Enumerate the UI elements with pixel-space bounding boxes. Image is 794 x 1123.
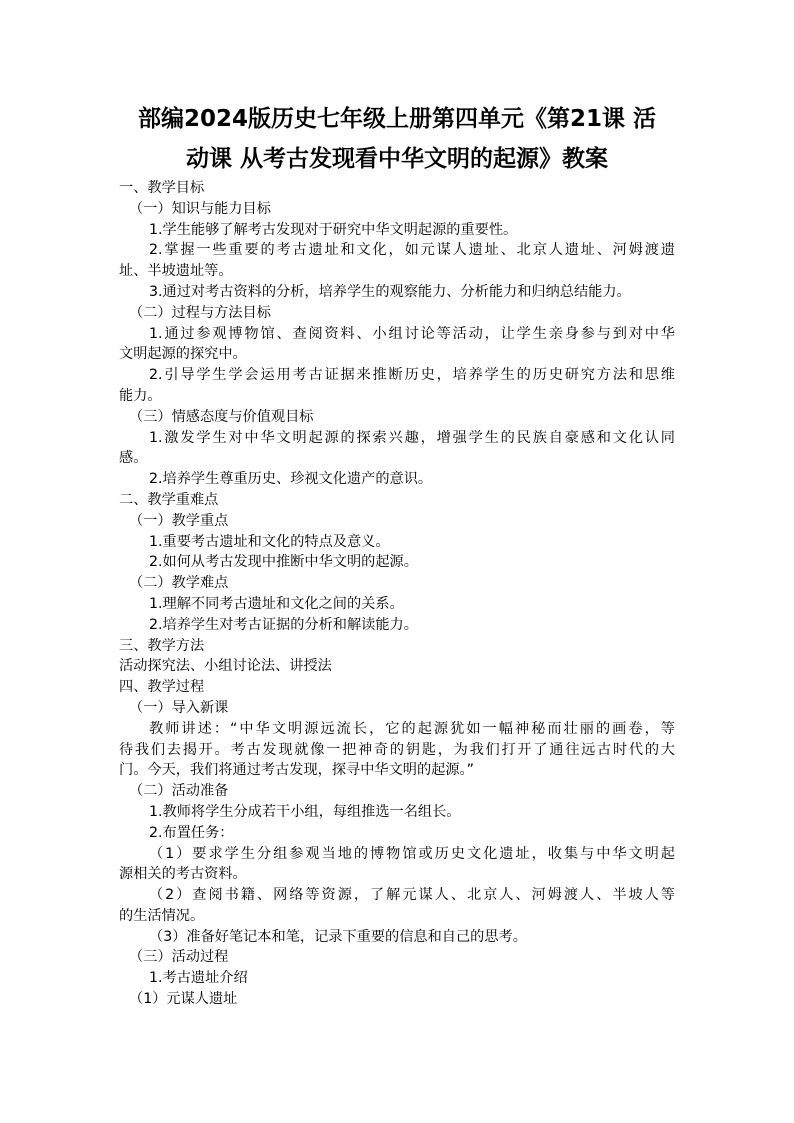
- subsection-heading: （一）知识与能力目标: [129, 200, 271, 217]
- section-heading: 一、教学目标: [119, 180, 205, 196]
- paragraph-line: （1）要求学生分组参观当地的博物馆或历史文化遗址，收集与中华文明起: [149, 845, 675, 862]
- subsection-heading: （一）导入新课: [129, 699, 229, 716]
- paragraph-line: 址、半坡遗址等。: [119, 263, 233, 280]
- subsection-heading: （三）活动过程: [129, 949, 229, 966]
- paragraph-line: 门。今天，我们将通过考古发现，探寻中华文明的起源。”: [119, 762, 474, 779]
- document-title-line-1: 部编2024版历史七年级上册第四单元《第21课 活: [137, 106, 657, 132]
- paragraph-line: （1）元谋人遗址: [129, 991, 238, 1008]
- subsection-heading: （二）教学难点: [129, 575, 229, 592]
- subsection-heading: （二）活动准备: [129, 783, 229, 800]
- paragraph-line: 文明起源的探究中。: [119, 346, 247, 363]
- section-heading: 三、教学方法: [119, 637, 205, 654]
- paragraph-line: 2.培养学生对考古证据的分析和解读能力。: [149, 616, 418, 633]
- document-body: [119, 178, 675, 1010]
- paragraph-line: 能力。: [119, 387, 162, 404]
- paragraph-line: （3）准备好笔记本和笔，记录下重要的信息和自己的思考。: [149, 928, 527, 945]
- paragraph-line: 教师讲述：“中华文明源远流长，它的起源犹如一幅神秘而壮丽的画卷，等: [149, 720, 675, 737]
- paragraph-line: 1.考古遗址介绍: [149, 970, 248, 987]
- paragraph-line: 感。: [119, 450, 148, 467]
- paragraph-line: 待我们去揭开。考古发现就像一把神奇的钥匙，为我们打开了通往远古时代的大: [119, 741, 675, 758]
- paragraph-line: 2.掌握一些重要的考古遗址和文化，如元谋人遗址、北京人遗址、河姆渡遗: [149, 242, 675, 259]
- paragraph-line: 2.布置任务：: [149, 824, 234, 841]
- document-title-line-2: 动课 从考古发现看中华文明的起源》教案: [185, 146, 608, 172]
- paragraph-line: 1.通过参观博物馆、查阅资料、小组讨论等活动，让学生亲身参与到对中华: [149, 325, 675, 342]
- section-heading: 四、教学过程: [119, 679, 205, 696]
- paragraph-line: 1.激发学生对中华文明起源的探索兴趣，增强学生的民族自豪感和文化认同: [149, 429, 675, 446]
- paragraph-line: 1.学生能够了解考古发现对于研究中华文明起源的重要性。: [149, 221, 518, 238]
- paragraph-line: 3.通过对考古资料的分析，培养学生的观察能力、分析能力和归纳总结能力。: [149, 283, 631, 300]
- paragraph-line: 2.培养学生尊重历史、珍视文化遗产的意识。: [149, 471, 433, 488]
- paragraph-line: 源相关的考古资料。: [119, 866, 247, 883]
- subsection-heading: （一）教学重点: [129, 512, 229, 529]
- subsection-heading: （二）过程与方法目标: [129, 304, 271, 321]
- paragraph-line: 1.重要考古遗址和文化的特点及意义。: [149, 533, 390, 550]
- section-heading: 二、教学重难点: [119, 491, 219, 508]
- paragraph-line: （2）查阅书籍、网络等资源，了解元谋人、北京人、河姆渡人、半坡人等: [149, 887, 675, 904]
- paragraph-line: 1.教师将学生分成若干小组，每组推选一名组长。: [149, 803, 461, 820]
- paragraph-line: 活动探究法、小组讨论法、讲授法: [119, 658, 332, 675]
- paragraph-line: 2.引导学生学会运用考古证据来推断历史，培养学生的历史研究方法和思维: [149, 367, 675, 384]
- paragraph-line: 1.理解不同考古遗址和文化之间的关系。: [149, 595, 404, 612]
- paragraph-line: 2.如何从考古发现中推断中华文明的起源。: [149, 554, 418, 571]
- paragraph-line: 的生活情况。: [119, 907, 205, 924]
- subsection-heading: （三）情感态度与价值观目标: [129, 408, 314, 425]
